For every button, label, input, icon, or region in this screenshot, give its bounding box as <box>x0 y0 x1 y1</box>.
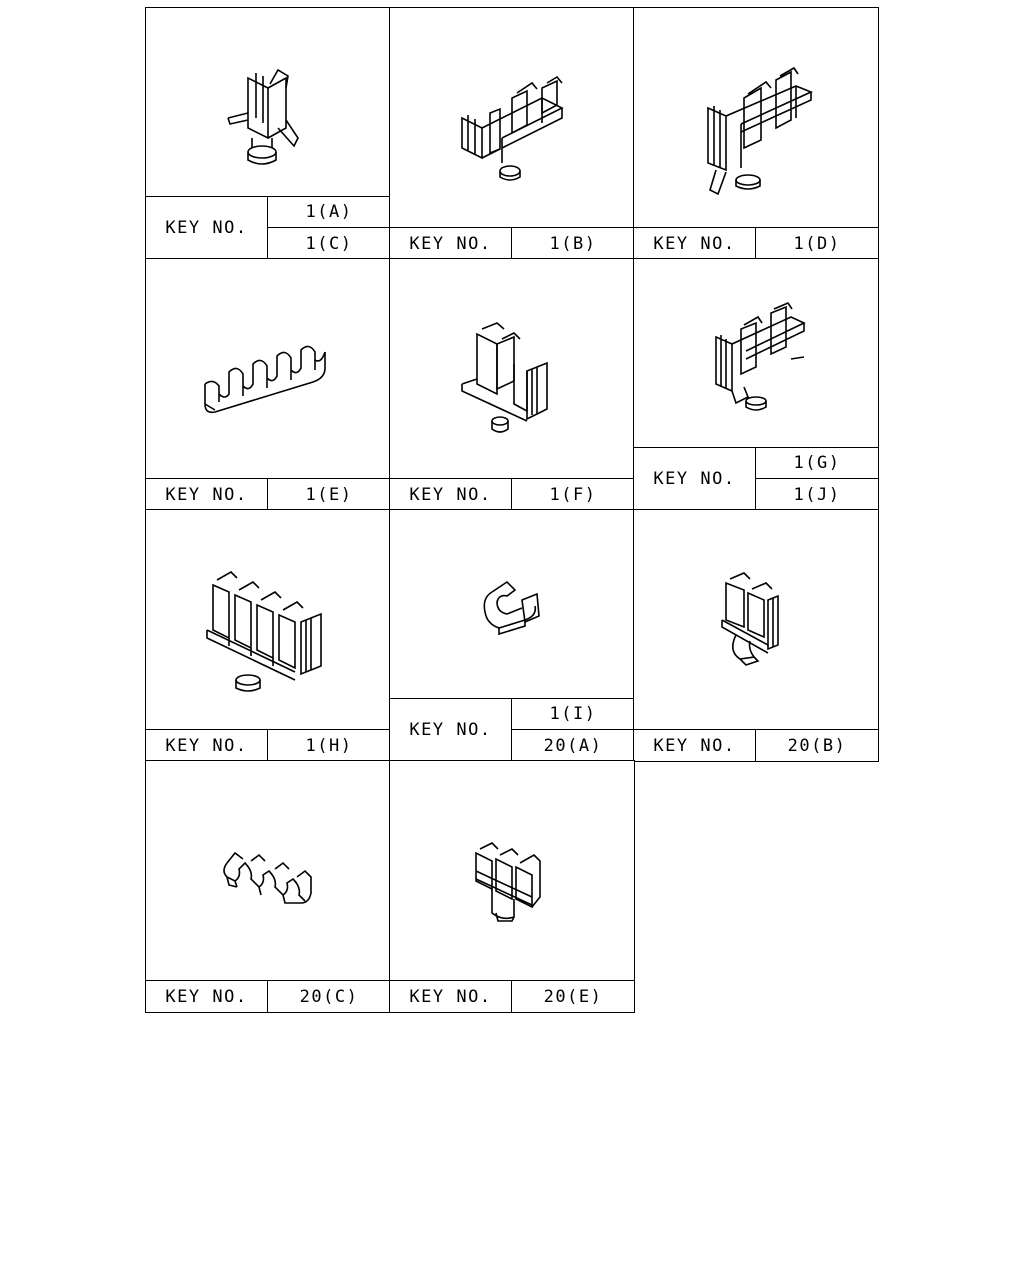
key-value: 1(C) <box>305 233 353 254</box>
key-table <box>390 698 634 761</box>
clip-1f-icon <box>390 259 634 479</box>
clip-20c-icon <box>146 761 390 981</box>
clip-1b-icon <box>390 8 634 228</box>
key-label: KEY NO. <box>390 479 512 510</box>
key-table <box>390 980 634 1012</box>
part-panel-4 <box>145 258 391 511</box>
key-label: KEY NO. <box>146 730 268 761</box>
key-table <box>146 980 390 1012</box>
key-label: KEY NO. <box>634 448 756 510</box>
key-label: KEY NO. <box>146 197 268 259</box>
part-panel-7 <box>145 509 391 762</box>
key-table <box>634 447 878 510</box>
clip-20b-icon <box>634 510 878 730</box>
key-table <box>146 196 390 259</box>
key-table <box>634 729 878 761</box>
part-panel-3 <box>633 7 879 260</box>
part-panel-11 <box>389 760 635 1013</box>
key-value: 1(H) <box>305 735 353 756</box>
key-value: 1(E) <box>305 484 353 505</box>
key-value: 1(A) <box>268 197 390 228</box>
clip-1i-icon <box>390 510 634 698</box>
key-value: 20(C) <box>299 986 359 1007</box>
key-table <box>146 729 390 761</box>
part-panel-8 <box>389 509 635 762</box>
part-panel-6 <box>633 258 879 511</box>
key-label: KEY NO. <box>146 479 268 510</box>
clip-1h-icon <box>146 510 390 730</box>
clip-1g-icon <box>634 259 878 447</box>
key-label: KEY NO. <box>634 730 756 761</box>
key-value: 20(B) <box>787 735 847 756</box>
key-value: 1(G) <box>756 448 878 479</box>
key-table <box>390 478 634 510</box>
clip-1d-icon <box>634 8 878 228</box>
part-panel-5 <box>389 258 635 511</box>
key-value: 20(E) <box>543 986 603 1007</box>
key-label: KEY NO. <box>390 981 512 1012</box>
clip-20e-icon <box>390 761 634 981</box>
key-value: 1(D) <box>793 233 841 254</box>
part-panel-9 <box>633 509 879 762</box>
key-value: 1(B) <box>549 233 597 254</box>
part-panel-2 <box>389 7 635 260</box>
clip-1a-icon <box>146 8 390 196</box>
key-label: KEY NO. <box>634 228 756 259</box>
part-panel-1 <box>145 7 391 260</box>
key-value: 1(I) <box>512 699 634 730</box>
key-table <box>634 227 878 259</box>
clip-1e-icon <box>146 259 390 479</box>
key-value: 1(J) <box>793 484 841 505</box>
key-label: KEY NO. <box>146 981 268 1012</box>
key-table <box>390 227 634 259</box>
key-label: KEY NO. <box>390 228 512 259</box>
part-panel-10 <box>145 760 391 1013</box>
key-value: 20(A) <box>543 735 603 756</box>
key-label: KEY NO. <box>390 699 512 761</box>
key-value: 1(F) <box>549 484 597 505</box>
key-table <box>146 478 390 510</box>
